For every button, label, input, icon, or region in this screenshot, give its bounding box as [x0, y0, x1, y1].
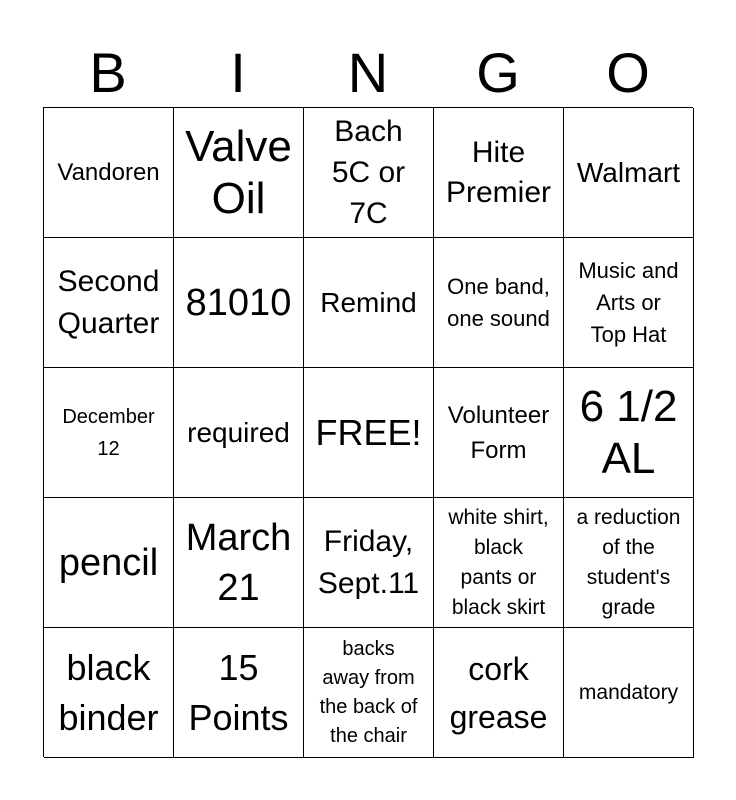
bingo-header	[43, 38, 693, 108]
bingo-cell[interactable]	[434, 238, 564, 368]
cell-text: pencil	[58, 541, 159, 584]
cell-text: Music and Arts or Top Hat	[578, 257, 679, 347]
bingo-cell[interactable]	[564, 238, 694, 368]
bingo-cell[interactable]	[304, 628, 434, 758]
cell-text: Friday, Sept.11	[317, 524, 420, 600]
bingo-cell[interactable]	[44, 498, 174, 628]
cell-text: Second Quarter	[57, 264, 160, 340]
cell-text: FREE!	[315, 411, 422, 453]
bingo-cell[interactable]	[564, 108, 694, 238]
cell-text: cork grease	[449, 650, 548, 735]
cell-text: required	[187, 416, 290, 448]
cell-text: white shirt, black pants or black skirt	[448, 505, 549, 619]
cell-text: March 21	[185, 516, 292, 609]
bingo-cell[interactable]	[434, 368, 564, 498]
bingo-cell[interactable]	[434, 108, 564, 238]
header-letter-o: O	[606, 41, 650, 104]
bingo-cell[interactable]	[44, 368, 174, 498]
bingo-cell[interactable]	[44, 108, 174, 238]
cell-text: Volunteer Form	[447, 401, 550, 464]
bingo-cell[interactable]	[44, 238, 174, 368]
bingo-cell[interactable]	[174, 628, 304, 758]
bingo-cell[interactable]	[304, 498, 434, 628]
cell-text: Valve Oil	[185, 121, 292, 223]
header-letter-b: B	[89, 41, 127, 104]
cell-text: 81010	[185, 281, 292, 324]
cell-text: 15 Points	[188, 646, 289, 738]
bingo-cell[interactable]	[304, 238, 434, 368]
bingo-cell[interactable]	[174, 368, 304, 498]
bingo-cell[interactable]	[174, 498, 304, 628]
cell-text: 6 1/2 AL	[579, 381, 678, 483]
bingo-cell free-space[interactable]	[304, 368, 434, 498]
header-letter-n: N	[347, 41, 389, 104]
bingo-cell[interactable]	[44, 628, 174, 758]
cell-text: black binder	[58, 646, 159, 738]
cell-text: Hite Premier	[445, 135, 551, 209]
cell-text: Remind	[320, 286, 417, 318]
bingo-cell[interactable]	[434, 498, 564, 628]
bingo-card-grid	[43, 107, 693, 757]
bingo-cell[interactable]	[304, 108, 434, 238]
bingo-cell[interactable]	[564, 368, 694, 498]
cell-text: mandatory	[578, 680, 679, 704]
bingo-cell[interactable]	[174, 238, 304, 368]
header-letter-g: G	[476, 41, 520, 104]
bingo-cell[interactable]	[174, 108, 304, 238]
bingo-cell[interactable]	[564, 498, 694, 628]
cell-text: Bach 5C or 7C	[331, 115, 406, 230]
bingo-cell[interactable]	[564, 628, 694, 758]
cell-text: a reduction of the student's grade	[576, 505, 681, 619]
cell-text: December 12	[62, 405, 155, 460]
bingo-cell[interactable]	[434, 628, 564, 758]
cell-text: Walmart	[576, 156, 681, 188]
header-letter-i: I	[230, 41, 246, 104]
cell-text: One band, one sound	[447, 273, 550, 331]
cell-text: Vandoren	[57, 158, 160, 186]
cell-text: backs away from the back of the chair	[319, 637, 418, 747]
